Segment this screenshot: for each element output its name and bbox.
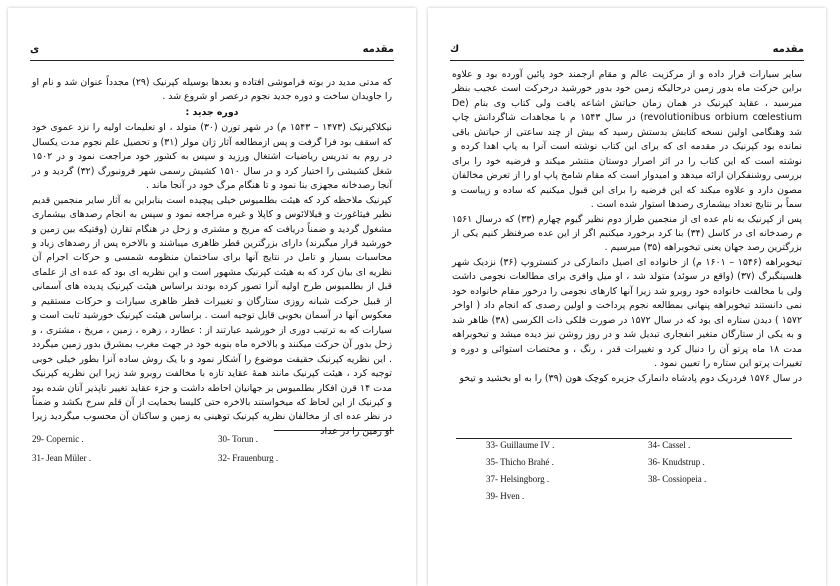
footnote-31: 31- Jean Müler . xyxy=(32,453,91,463)
left-paragraph-1: که مدتی مدید در بوته فراموشی افتاده و بعدها بوسیله کپرنیک (۲۹) مجدداً عنوان شد و نام او را جاویدان ساخت و دوره جدید نجوم درعصر او شروع شد . xyxy=(32,77,392,103)
footnote-38: 38- Cossiopeia . xyxy=(648,474,707,484)
footnote-33: 33- Guillaume IV . xyxy=(486,440,555,450)
footnote-37: 37- Helsingborg . xyxy=(486,474,550,484)
footnote-35: 35- Thicho Brahé . xyxy=(486,457,554,467)
left-subheading: دوره جدید : xyxy=(185,106,239,118)
right-page-number: ك xyxy=(450,44,460,55)
left-page-body xyxy=(32,76,392,439)
right-page-running-title: مقدمه xyxy=(772,44,804,55)
footnote-29: 29- Copernic . xyxy=(32,434,84,444)
right-paragraph-2: پس از کپرنیک به نام عده ای از منجمین طراز دوم نظیر گیوم چهارم (۳۳) که درسال ۱۵۶۱ م رصدخانه ای در کاسل (۳۴) بنا کرد برخورد میکنیم اگر از این عده صرفنظر کنیم یکی از بزرگترین رصد جهان یعنی تیخوبراهه (۳۵) میرسیم . xyxy=(452,213,802,254)
left-paragraph-2: نیکلاکپرنیک (۱۴۷۳ – ۱۵۴۳ م) در شهر تورن (۳۰) متولد ، او تعلیمات اولیه را نزد عموی خود که اسقف بود فرا گرفت و پس ازمطالعه آثار ژان مولر (۳۱) و تحصیل علم نجوم مدت یکسال در روم به تدریس ریاضیات اشتغال ورزید و سپس به کشور خود مراجعت نمود و در ۱۵۰۲ شغل کشیشی را اختیار کرد و در سال ۱۵۱۰ کشیش رسمی شهر فرونبورگ (۳۲) گردید و در آنجا رصدخانه مجهزی بنا نمود و تا هنگام مرگ خود در آنجا ماند . xyxy=(32,122,393,192)
right-page-header xyxy=(450,46,804,61)
right-footnote-rule xyxy=(456,438,792,439)
footnote-36: 36- Knudstrup . xyxy=(648,457,705,467)
right-page xyxy=(428,8,826,586)
left-page xyxy=(8,8,416,586)
right-paragraph-4: در سال ۱۵۷۶ فردریک دوم پادشاه دانمارک جزیره کوچک هون (۳۹) را به او بخشید و تیخو xyxy=(459,372,802,384)
right-paragraph-1: سایر سیارات قرار داده و از مرکزیت عالم و مقام ارجمند خود پائین آورده بود و علاوه براین حرکت ماه بدور زمین درحالیکه زمین خود بدور خورشید درحرکت است عجیب بنظر میرسید ، عقاید کپرنیک در همان زمان حیاتش اشاعه یافت ولی کتاب وی بنام (De revolutionibus orbium cœlestium) در سال ۱۵۴۳ م با مجاهدات شاگردانش چاپ شد وهنگامی اولین نسخه کتابش بدستش رسید که بیش از چند ساعتی از حیاتش باقی نمانده بود کپرنیک در مقدمه ای که برای این کتاب نوشته است آنرا به پاپ اهدا کرده و نوشته است که این کتاب را در اثر اصرار دوستان منتشر میکند و فرضیه خود را برای بررسی روشنفکران ارائه میدهد و امیدوار است که مقام شامخ پاپ او را از تعرض مخالفان مصون دارد و علاوه میکند که این فرضیه را برای این قبول میکنیم که ساده و زیباست و سماً بر نتایج تعداد بیشماری رصدها استوار شده است . xyxy=(452,69,803,211)
left-page-running-title: مقدمه xyxy=(362,44,394,55)
right-page-body xyxy=(452,68,802,386)
footnote-39: 39- Hven . xyxy=(486,491,525,501)
footnote-30: 30- Torun . xyxy=(218,434,258,444)
footnote-32: 32- Frauenburg . xyxy=(218,453,279,463)
left-page-header xyxy=(30,46,394,61)
footnote-34: 34- Cassel . xyxy=(648,440,691,450)
left-paragraph-3: کپرنیک ملاحظه کرد که هیئت بطلمیوس خیلی پیچیده است بنابراین به آثار سایر منجمین قدیم نظیر فیثاغورث و فیلالائوس و کاپلا و غیره مراجعه نمود و سپس به انجام رصدهای بیشماری مشغول گردید و ضمناً دریافت که مریخ و مشتری و زحل در هنگام تقارن (وقتیکه بین زمین و خورشید قرار میگیرند) دارای بزرگترین قطر ظاهری میباشند و بالاخره پس از رصدهای زیاد و محاسبات بسیار و تامل در نتایج آنها برای ساختمان منظومه شمسی و حرکات اجرام آن نظریه ای بیان کرد که به هیئت کپرنیک مشهور است و این نظریه ای بود که عده ای از علمای قبل از بطلمیوس طرح اولیه آنرا تصور کرده بودند براساس هیئت کپرنیک پدیده های آسمانی از قبیل حرکت شبانه روزی ستارگان و تغییرات قطر ظاهری سیارات و حرکات مستقیم و معکوس آنها در آسمان بخوبی قابل توجیه است . براساس هیئت کپرنیک خورشید ثابت است و سیارات که به ترتیب دوری از خورشید عبارتند از : عطارد ، زهره ، زمین ، مریخ ، مشتری ، و زحل بدور آن حرکت میکنند و بالاخره ماه بنوبه خود در جهت مغرب بمشرق بدور زمین میگردد . این نظریه کپرنیک حقیقت موضوع را آشکار نمود و با یک روش ساده آنرا بطور خیلی خوبی توجیه کرد ، هیئت کپرنیک مانند همهٔ عقاید تازه با مخالفت روبرو شد زیرا این نظریه کپرنیک مدت ۱۴ قرن افکار بطلمیوس بر جهانیان احاطه داشت و جزء عقاید تغییر ناپذیر آنان شده بود و کپرنیک از این لحاظ که میخواستند بالاخره حتی کلیسا بحمایت از آن قلم سرخ بکشد و ضمناً در نظر عده ای از مخالفان نظریه کپرنیک توهینی به زمین و ساکنان آن محسوب میگردید زیرا او زمین را در عداد xyxy=(32,194,393,437)
left-page-number: ى xyxy=(30,44,40,55)
right-paragraph-3: تیخوبراهه (۱۵۴۶ – ۱۶۰۱ م) از خانواده ای اصیل دانمارکی در کنستروپ (۳۶) نزدیک شهر هلسینگبرگ (۳۷) (واقع در سوئد) متولد شد ، او میل وافری برای مطالعات نجومی داشت ولی با مخالفت خانواده خود روبرو شد زیرا آنها کارهای نجومی را درخور مقام خانواده خود نمی دانستند تیخوبراهه پنهانی بمطالعه نجوم پرداخت و اولین رصدی که انجام داد ( اواخر ۱۵۷۲ ) دیدن ستاره ای بود که در سال ۱۵۷۲ در صورت فلکی ذات الکرسی (۳۸) ظاهر شد و به یکی از ستارگان متغیر انفجاری تبدیل شد و در روز روشن نیز دیده میشد و تیخوبراهه مدت ۱۸ ماه پرتو آن را دنبال کرد و تغییرات قدر ، رنگ ، و مختصات استوائی و دوره و تغییرات پرتو این ستاره را تعیین نمود . xyxy=(452,256,802,370)
left-footnote-rule xyxy=(274,430,394,431)
